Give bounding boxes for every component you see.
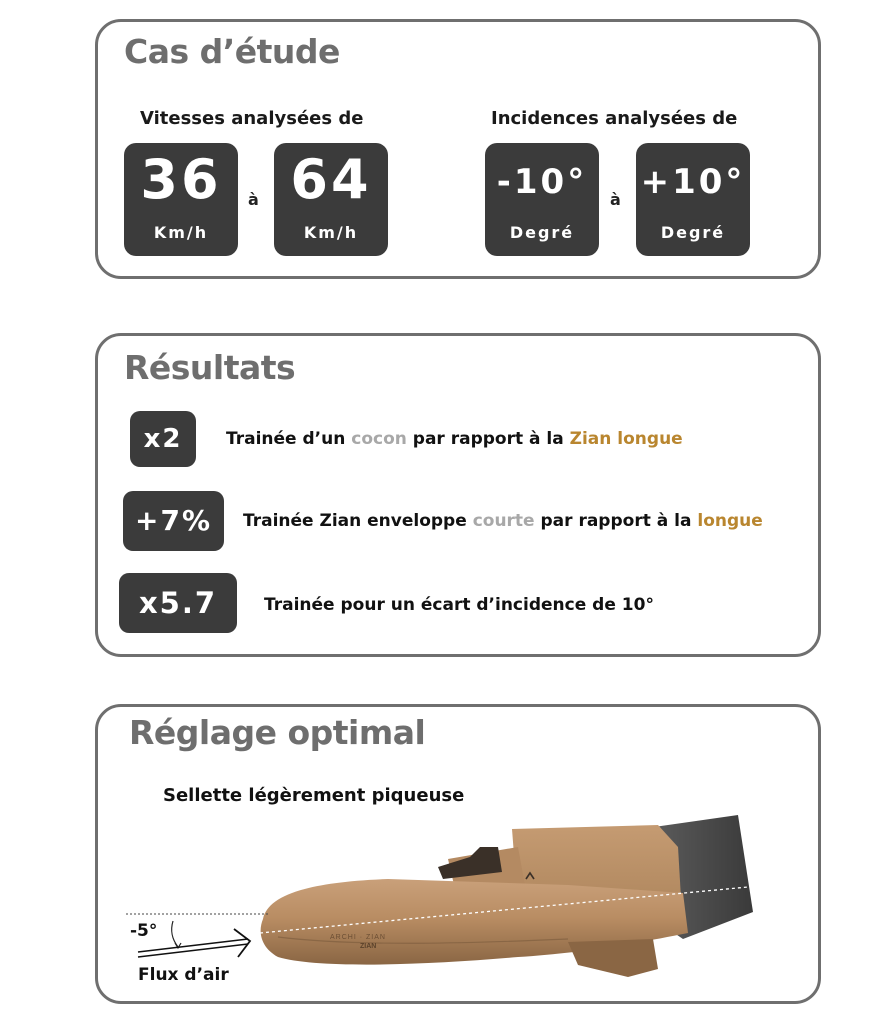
setting-card (95, 704, 821, 1004)
study-card (95, 19, 821, 279)
result-2-part-a: Trainée Zian enveloppe (243, 511, 473, 531)
fairing-illustration (98, 707, 818, 1001)
angle-label: -5° (130, 921, 158, 941)
results-card (95, 333, 821, 657)
angle-arc (172, 921, 178, 947)
airflow-label: Flux d’air (138, 965, 229, 985)
incidence-to-unit: Degré (660, 223, 726, 242)
result-badge-3: x5.7 (119, 573, 237, 633)
result-badge-1: x2 (130, 411, 196, 467)
speeds-label: Vitesses analysées de (140, 108, 364, 129)
result-text-2 (243, 511, 763, 531)
result-text-1 (226, 429, 683, 449)
result-text-3 (264, 595, 654, 615)
speed-from-tile (124, 143, 238, 256)
study-title: Cas d’étude (124, 32, 340, 71)
incidence-from-unit: Degré (509, 223, 575, 242)
setting-title: Réglage optimal (129, 713, 426, 752)
speed-to-value: 64 (290, 148, 372, 211)
incidence-from-tile (485, 143, 599, 256)
body-brand-small: ARCHI · ZIAN (330, 934, 386, 941)
body-brand: ZIAN (360, 943, 377, 950)
incidence-connector: à (610, 190, 621, 209)
fuselage (261, 879, 688, 977)
result-1-highlight-zian: Zian longue (569, 429, 683, 449)
incidences-label: Incidences analysées de (491, 108, 738, 129)
result-2-highlight-longue: longue (697, 511, 763, 531)
result-2-highlight-courte: courte (472, 511, 535, 531)
speed-to-unit: Km/h (303, 223, 359, 242)
setting-subtitle: Sellette légèrement piqueuse (163, 785, 465, 806)
result-1-highlight-cocon: cocon (351, 429, 407, 449)
result-1-part-b: par rapport à la (406, 429, 570, 449)
incidence-to-value: +10° (640, 162, 746, 202)
incidence-from-value: -10° (496, 162, 588, 202)
speed-to-tile (274, 143, 388, 256)
incidence-to-tile (636, 143, 750, 256)
result-1-part-a: Trainée d’un (226, 429, 352, 449)
speed-connector: à (248, 190, 259, 209)
result-badge-2: +7% (123, 491, 224, 551)
results-title: Résultats (124, 348, 296, 387)
result-3-text: Trainée pour un écart d’incidence de 10° (264, 595, 654, 615)
speed-from-value: 36 (140, 148, 222, 211)
result-2-part-b: par rapport à la (534, 511, 698, 531)
speed-from-unit: Km/h (153, 223, 209, 242)
